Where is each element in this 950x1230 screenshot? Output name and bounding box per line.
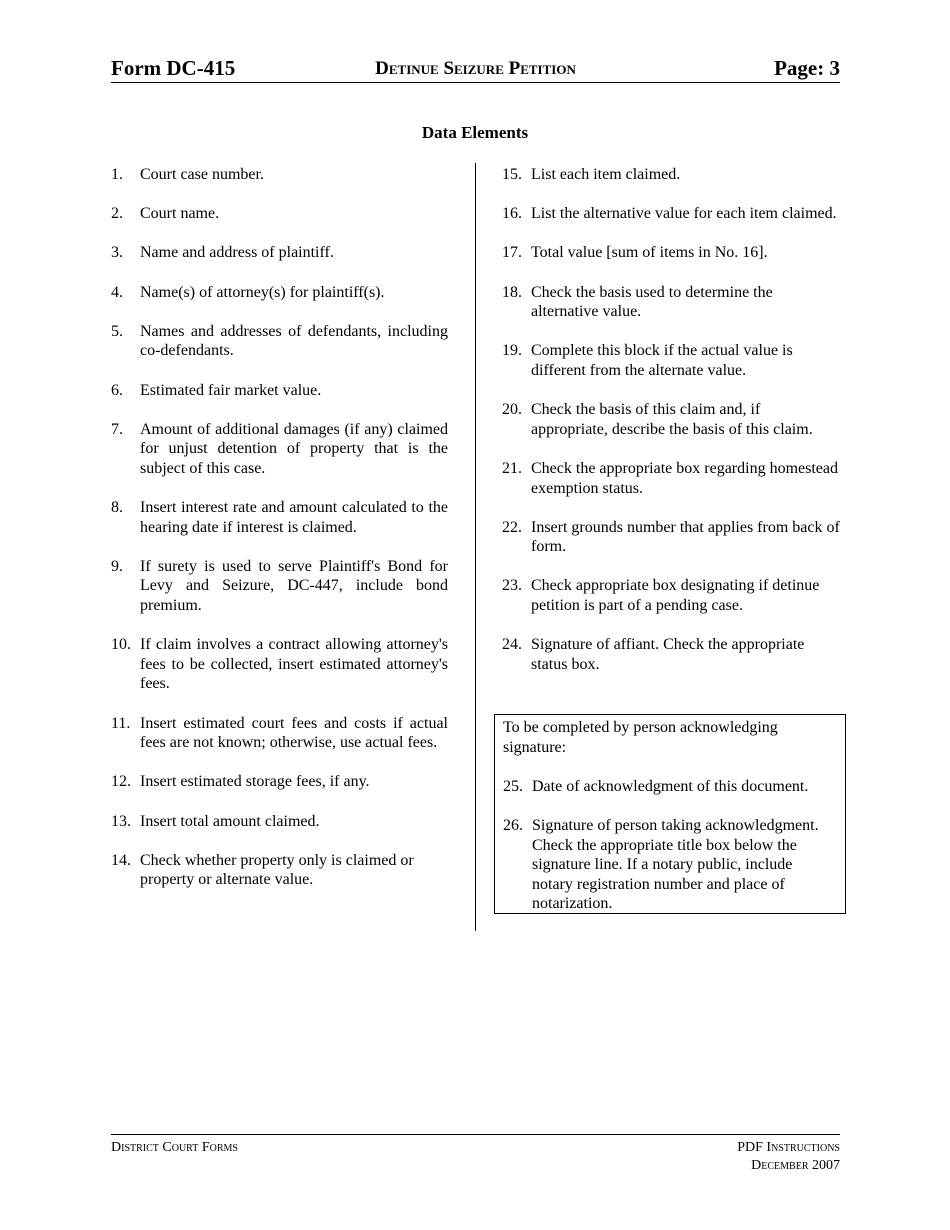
item-number: 10. bbox=[111, 636, 131, 654]
page-header bbox=[111, 56, 840, 83]
list-item bbox=[111, 635, 448, 694]
item-number: 6. bbox=[111, 381, 123, 399]
item-number: 13. bbox=[111, 812, 131, 830]
item-text: Check the basis of this claim and, if appropriate, describe the basis of this claim. bbox=[531, 401, 813, 438]
item-text: If claim involves a contract allowing attorney's fees to be collected, insert estimated attorney's fees. bbox=[140, 636, 448, 693]
item-number: 16. bbox=[502, 205, 522, 223]
item-text: Court case number. bbox=[140, 166, 264, 183]
item-text: Insert total amount claimed. bbox=[140, 812, 320, 830]
list-item bbox=[111, 381, 448, 401]
item-text: Court name. bbox=[140, 205, 220, 223]
item-number: 5. bbox=[111, 322, 123, 340]
item-text: Check appropriate box designating if detinue petition is part of a pending case. bbox=[531, 577, 820, 615]
list-item bbox=[111, 420, 448, 479]
item-text: Estimated fair market value. bbox=[140, 381, 322, 399]
item-text: Signature of person taking acknowledgment. Check the appropriate title box below the signature line. If a notary public, include notary registration number and place of notarization. bbox=[532, 816, 819, 913]
item-text: Amount of additional damages (if any) claimed for unjust detention of property that is the subject of this case. bbox=[140, 420, 448, 477]
list-item bbox=[111, 243, 448, 263]
list-item bbox=[111, 204, 448, 224]
list-item bbox=[503, 777, 837, 797]
item-text: List the alternative value for each item claimed. bbox=[531, 205, 837, 223]
item-number: 11. bbox=[111, 714, 131, 732]
item-number: 15. bbox=[502, 166, 522, 183]
item-number: 26. bbox=[503, 816, 523, 834]
document-title: Detinue Seizure Petition bbox=[375, 58, 576, 79]
item-text: Names and addresses of defendants, including co-defendants. bbox=[140, 322, 448, 360]
item-number: 7. bbox=[111, 420, 123, 438]
list-item bbox=[502, 204, 840, 224]
acknowledgment-intro: To be completed by person acknowledging signature: bbox=[503, 719, 778, 756]
item-text: Check whether property only is claimed or property or alternate value. bbox=[140, 851, 414, 889]
item-number: 9. bbox=[111, 557, 123, 575]
footer-right bbox=[737, 1139, 840, 1175]
list-item bbox=[502, 635, 840, 674]
item-text: Insert estimated storage fees, if any. bbox=[140, 773, 370, 791]
item-text: Insert grounds number that applies from back of form. bbox=[531, 518, 840, 556]
list-item bbox=[111, 812, 448, 832]
list-item bbox=[111, 557, 448, 616]
list-item bbox=[111, 714, 448, 753]
item-text: Insert interest rate and amount calculated to the hearing date if interest is claimed. bbox=[140, 499, 448, 536]
item-text: Signature of affiant. Check the appropriate status box. bbox=[531, 636, 805, 673]
list-item bbox=[502, 341, 840, 380]
item-text: Complete this block if the actual value is different from the alternate value. bbox=[531, 342, 793, 379]
list-item bbox=[502, 400, 840, 439]
item-text: Name and address of plaintiff. bbox=[140, 244, 334, 262]
footer-right-line1: PDF Instructions bbox=[737, 1140, 840, 1155]
item-text: Date of acknowledgment of this document. bbox=[532, 777, 809, 795]
item-number: 25. bbox=[503, 777, 523, 795]
right-column-list bbox=[502, 165, 840, 694]
item-number: 22. bbox=[502, 518, 522, 536]
list-item bbox=[502, 518, 840, 557]
list-item bbox=[111, 165, 448, 185]
list-item bbox=[502, 243, 840, 263]
list-item bbox=[502, 283, 840, 322]
form-id: Form DC-415 bbox=[111, 56, 236, 80]
item-text: Check the basis used to determine the alternative value. bbox=[531, 283, 773, 321]
list-item bbox=[111, 851, 448, 890]
left-column-list bbox=[111, 165, 448, 910]
item-text: If surety is used to serve Plaintiff's Bond for Levy and Seizure, DC-447, include bond premium. bbox=[140, 557, 448, 615]
item-number: 17. bbox=[502, 244, 522, 262]
item-text: Insert estimated court fees and costs if actual fees are not known; otherwise, use actual fees. bbox=[140, 714, 448, 752]
item-number: 24. bbox=[502, 636, 522, 654]
footer-right-line2: December 2007 bbox=[751, 1158, 840, 1173]
item-number: 14. bbox=[111, 851, 131, 869]
list-item bbox=[502, 165, 840, 185]
list-item bbox=[503, 816, 837, 914]
page-number: Page: 3 bbox=[774, 56, 840, 80]
item-number: 21. bbox=[502, 459, 522, 477]
item-number: 20. bbox=[502, 401, 522, 419]
list-item bbox=[111, 772, 448, 792]
item-number: 19. bbox=[502, 342, 522, 360]
item-text: Total value [sum of items in No. 16]. bbox=[531, 244, 768, 262]
item-number: 12. bbox=[111, 773, 131, 791]
list-item bbox=[502, 459, 840, 498]
item-number: 2. bbox=[111, 205, 123, 223]
item-text: List each item claimed. bbox=[531, 166, 681, 183]
list-item bbox=[502, 576, 840, 615]
list-item bbox=[111, 498, 448, 537]
item-number: 3. bbox=[111, 244, 123, 262]
page-footer bbox=[111, 1134, 840, 1173]
item-text: Name(s) of attorney(s) for plaintiff(s). bbox=[140, 283, 385, 301]
item-number: 18. bbox=[502, 283, 522, 301]
item-number: 8. bbox=[111, 499, 123, 517]
section-title: Data Elements bbox=[421, 123, 529, 142]
list-item bbox=[111, 283, 448, 303]
item-text: Check the appropriate box regarding homestead exemption status. bbox=[531, 459, 838, 497]
list-item bbox=[111, 322, 448, 361]
item-number: 1. bbox=[111, 166, 123, 183]
acknowledgment-box bbox=[494, 714, 846, 914]
column-divider bbox=[475, 163, 476, 931]
item-number: 4. bbox=[111, 283, 123, 301]
footer-left: District Court Forms bbox=[111, 1140, 238, 1155]
item-number: 23. bbox=[502, 577, 522, 595]
